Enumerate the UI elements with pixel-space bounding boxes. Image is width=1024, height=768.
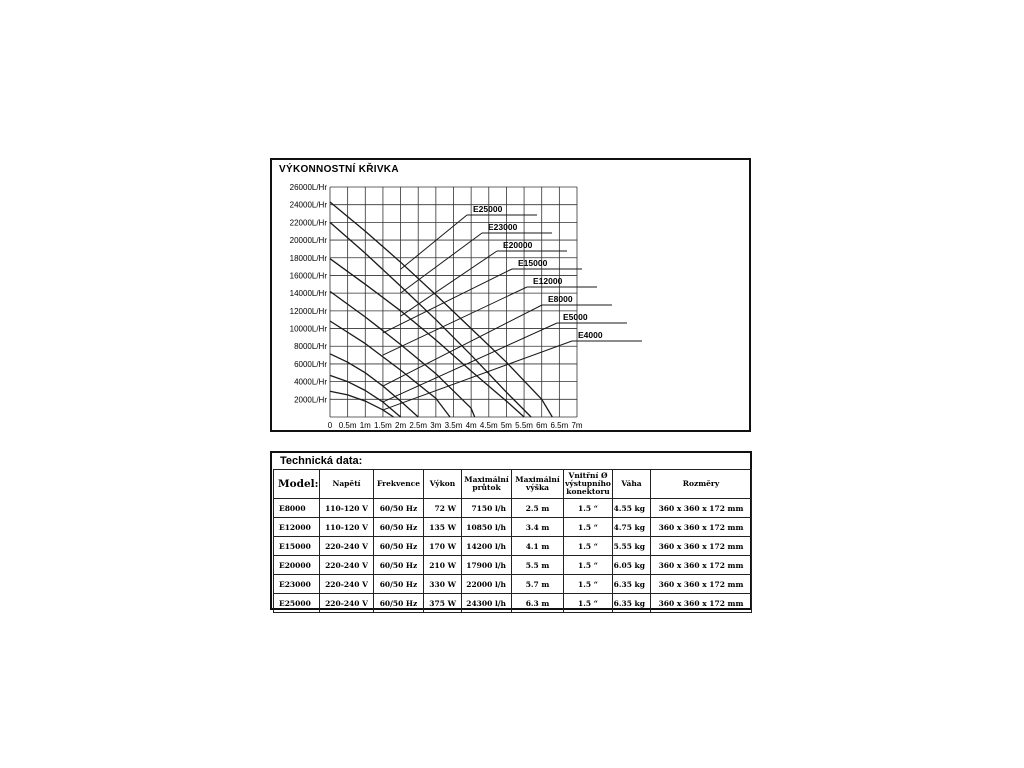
cell-voltage: 220-240 V [320,556,374,575]
series-label: E25000 [473,204,503,214]
cell-model: E8000 [274,499,320,518]
chart-title: VÝKONNOSTNÍ KŘIVKA [279,164,399,175]
table-row [274,575,752,594]
cell-outlet: 1.5 “ [564,594,613,613]
col-flow-l2: průtok [472,483,501,492]
table-row [274,594,752,613]
table-row [274,537,752,556]
technical-data-panel [270,451,752,610]
cell-frequency: 60/50 Hz [374,537,424,556]
cell-height: 6.3 m [512,594,564,613]
cell-model: E20000 [274,556,320,575]
series-label: E23000 [488,222,518,232]
cell-model: E23000 [274,575,320,594]
leader-line [401,215,467,269]
cell-flow: 17900 l/h [462,556,512,575]
col-flow [462,470,512,499]
x-tick-label: 3m [430,421,442,430]
cell-model: E12000 [274,518,320,537]
series-label: E8000 [548,294,573,304]
x-tick-label: 1.5m [374,421,392,430]
y-tick-label: 4000L/Hr [294,377,327,387]
series-label: E20000 [503,240,533,250]
cell-dims: 360 x 360 x 172 mm [651,499,752,518]
y-tick-label: 8000L/Hr [294,342,327,352]
col-outlet-l1: Vnitřní Ø [568,471,608,480]
cell-flow: 10850 l/h [462,518,512,537]
table-row [274,499,752,518]
cell-outlet: 1.5 “ [564,556,613,575]
y-tick-label: 22000L/Hr [289,218,327,228]
cell-weight: 4.55 kg [613,499,651,518]
table-row [274,518,752,537]
curve-e8000 [330,354,418,417]
x-tick-label: 5.5m [515,421,533,430]
y-tick-label: 18000L/Hr [289,253,327,263]
cell-weight: 6.35 kg [613,594,651,613]
cell-voltage: 220-240 V [320,575,374,594]
col-power: Výkon [424,470,462,499]
cell-flow: 14200 l/h [462,537,512,556]
cell-voltage: 110-120 V [320,518,374,537]
x-tick-label: 1m [359,421,371,430]
y-tick-label: 2000L/Hr [294,395,327,405]
cell-voltage: 220-240 V [320,537,374,556]
performance-curve-panel [270,158,751,432]
x-tick-label: 4m [465,421,477,430]
cell-outlet: 1.5 “ [564,575,613,594]
y-tick-label: 14000L/Hr [289,289,327,299]
leader-line [401,233,482,293]
y-tick-label: 10000L/Hr [289,324,327,334]
curve-e20000 [330,259,524,417]
col-outlet-l3: konektoru [566,487,610,496]
x-tick-label: 4.5m [479,421,498,430]
series-label: E5000 [563,312,588,322]
x-tick-label: 6.5m [550,421,569,430]
curve-e25000 [330,202,552,417]
cell-flow: 7150 l/h [462,499,512,518]
y-tick-label: 26000L/Hr [289,183,327,192]
cell-weight: 5.55 kg [613,537,651,556]
col-weight: Váha [613,470,651,499]
leader-line [383,269,512,333]
cell-dims: 360 x 360 x 172 mm [651,594,752,613]
x-tick-label: 6m [536,421,548,430]
cell-outlet: 1.5 “ [564,518,613,537]
y-tick-label: 24000L/Hr [289,200,327,210]
cell-weight: 6.35 kg [613,575,651,594]
cell-frequency: 60/50 Hz [374,556,424,575]
cell-weight: 4.75 kg [613,518,651,537]
cell-flow: 24300 l/h [462,594,512,613]
cell-power: 135 W [424,518,462,537]
col-flow-l1: Maximální [464,475,509,484]
y-tick-label: 6000L/Hr [294,359,327,369]
series-label: E12000 [533,276,563,286]
col-height-l1: Maximální [515,475,560,484]
cell-power: 375 W [424,594,462,613]
x-tick-label: 0 [327,421,333,430]
cell-dims: 360 x 360 x 172 mm [651,537,752,556]
cell-frequency: 60/50 Hz [374,499,424,518]
cell-height: 5.5 m [512,556,564,575]
col-voltage: Napětí [320,470,374,499]
cell-height: 2.5 m [512,499,564,518]
col-height-l2: výška [526,483,549,492]
cell-power: 72 W [424,499,462,518]
cell-height: 4.1 m [512,537,564,556]
performance-chart [272,160,749,430]
cell-power: 210 W [424,556,462,575]
curve-e4000 [330,391,394,417]
x-tick-label: 2m [395,421,407,430]
col-height [512,470,564,499]
table-row [274,556,752,575]
cell-outlet: 1.5 “ [564,499,613,518]
cell-power: 170 W [424,537,462,556]
cell-model: E25000 [274,594,320,613]
spec-table [273,469,752,613]
x-tick-label: 0.5m [338,421,357,430]
cell-height: 3.4 m [512,518,564,537]
col-outlet [564,470,613,499]
cell-frequency: 60/50 Hz [374,518,424,537]
cell-frequency: 60/50 Hz [374,594,424,613]
cell-outlet: 1.5 “ [564,537,613,556]
x-tick-label: 5m [500,421,512,430]
tech-title: Technická data: [280,455,363,467]
x-tick-label: 3.5m [444,421,463,430]
series-label: E15000 [518,258,548,268]
cell-dims: 360 x 360 x 172 mm [651,556,752,575]
cell-weight: 6.05 kg [613,556,651,575]
spec-header-row [274,470,752,499]
x-tick-label: 7m [571,421,583,430]
col-dims: Rozměry [651,470,752,499]
y-tick-label: 20000L/Hr [289,236,327,246]
y-tick-label: 12000L/Hr [289,306,327,316]
cell-voltage: 110-120 V [320,499,374,518]
y-tick-label: 16000L/Hr [289,271,327,281]
leader-line [383,323,557,402]
series-label: E4000 [578,330,603,340]
col-model: Model: [274,470,320,499]
cell-voltage: 220-240 V [320,594,374,613]
cell-frequency: 60/50 Hz [374,575,424,594]
cell-dims: 360 x 360 x 172 mm [651,575,752,594]
cell-model: E15000 [274,537,320,556]
col-frequency: Frekvence [374,470,424,499]
cell-power: 330 W [424,575,462,594]
col-outlet-l2: výstupního [565,479,611,488]
cell-height: 5.7 m [512,575,564,594]
cell-flow: 22000 l/h [462,575,512,594]
cell-dims: 360 x 360 x 172 mm [651,518,752,537]
x-tick-label: 2.5m [409,421,428,430]
